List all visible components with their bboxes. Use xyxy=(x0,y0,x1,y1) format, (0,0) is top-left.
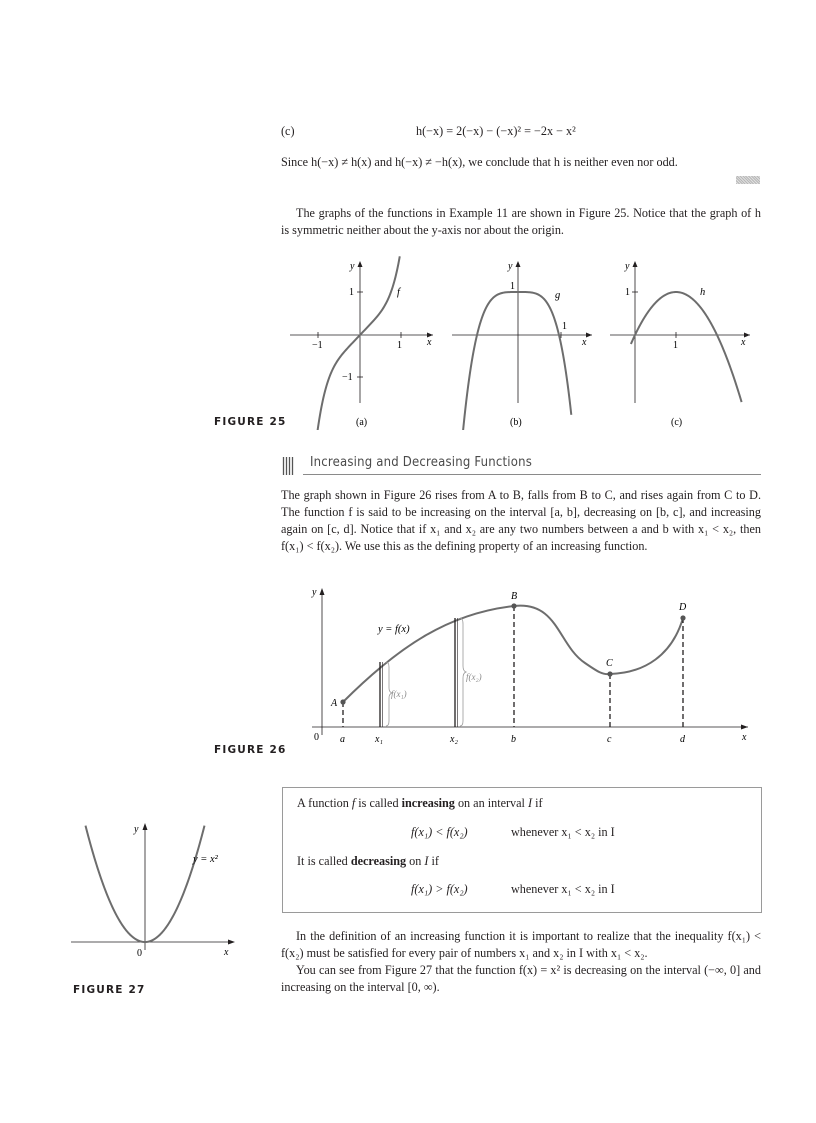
caption-a: (a) xyxy=(356,417,368,428)
example-part-label: (c) xyxy=(281,124,295,138)
closing-paragraph-1: In the definition of an increasing function it is important to realize that the inequality f(x₁) < f(x₂) must be satisfied for every pair of numbers x₁ and x₂ in I with x₁ < x₂. xyxy=(281,929,761,960)
axis-label-x: x xyxy=(741,337,746,348)
example-equation: h(−x) = 2(−x) − (−x)² = −2x − x² xyxy=(416,124,576,138)
tick-label-y-neg: −1 xyxy=(342,372,353,383)
tick-d: d xyxy=(680,734,685,745)
inequality-increasing: f(x₁) < f(x₂) xyxy=(411,825,468,839)
curve-f xyxy=(343,606,683,702)
tick-b: b xyxy=(511,734,516,745)
curve-g xyxy=(463,292,572,430)
axis-label-x: x xyxy=(224,947,229,958)
tick-label-x-pos: 1 xyxy=(397,340,402,351)
figure-25-panel-a xyxy=(290,256,433,430)
brace-label-fx1: f(x₁) xyxy=(391,689,407,699)
x-axis-arrow xyxy=(586,333,592,338)
definition-box xyxy=(282,787,762,913)
tick-label-x-neg: −1 xyxy=(312,340,323,351)
caption-c: (c) xyxy=(671,417,683,428)
curve-label: y = x² xyxy=(193,854,218,865)
section-marker-icon xyxy=(282,456,294,476)
figure-25-panel-c xyxy=(610,261,750,428)
definition-line-2: It is called decreasing on I if xyxy=(297,854,439,868)
section-paragraph: The graph shown in Figure 26 rises from A to B, falls from B to C, and rises again from C to D. The function f is said to be increasing on the interval [a, b], decreasing on [b, c], and increasing again on [c, d]. Notice that if x₁ and x₂ are any two numbers between a and b with x₁ < x₂, then f(x₁) < f(x₂). We use this as the defining property of an increasing function. xyxy=(281,488,761,553)
function-label-h: h xyxy=(700,287,706,298)
point-D xyxy=(680,615,685,620)
origin-label: 0 xyxy=(137,948,142,959)
axis-label-x: x xyxy=(582,337,587,348)
function-label-g: g xyxy=(555,290,561,301)
y-axis-arrow xyxy=(633,261,638,267)
inequality-decreasing: f(x₁) > f(x₂) xyxy=(411,882,468,896)
tick-label-x: 1 xyxy=(562,321,567,332)
x-axis-arrow xyxy=(228,940,235,945)
axis-label-x: x xyxy=(427,337,432,348)
definition-line-1: A function f is called increasing on an interval I if xyxy=(297,796,543,810)
label-A: A xyxy=(331,698,338,709)
y-axis-arrow xyxy=(143,823,148,830)
label-C: C xyxy=(606,658,613,669)
y-axis-arrow xyxy=(516,261,521,267)
point-A xyxy=(340,699,345,704)
section-title: Increasing and Decreasing Functions xyxy=(310,455,532,470)
caption-b: (b) xyxy=(510,417,522,428)
axis-label-y: y xyxy=(625,261,630,272)
axis-label-y: y xyxy=(508,261,513,272)
brace-label-fx2: f(x₂) xyxy=(466,672,482,682)
tick-c: c xyxy=(607,734,612,745)
curve-label: y = f(x) xyxy=(378,624,410,635)
curve-f xyxy=(316,256,400,430)
end-of-solution-mark xyxy=(736,176,760,184)
function-label-f: f xyxy=(397,287,400,298)
tick-label-x: 1 xyxy=(673,340,678,351)
tick-a: a xyxy=(340,734,345,745)
example-conclusion: Since h(−x) ≠ h(x) and h(−x) ≠ −h(x), we conclude that h is neither even nor odd. xyxy=(281,155,678,169)
y-axis-arrow xyxy=(358,261,363,267)
section-rule xyxy=(303,474,761,475)
figure-25-label: FIGURE 25 xyxy=(214,416,287,428)
closing-paragraph-2: You can see from Figure 27 that the function f(x) = x² is decreasing on the interval (−∞, 0] and increasing on the interval [0, ∞). xyxy=(281,963,761,994)
figure-25-panel-b xyxy=(452,261,592,430)
axis-label-y: y xyxy=(312,587,317,598)
condition-decreasing: whenever x₁ < x₂ in I xyxy=(511,882,615,896)
point-B xyxy=(511,603,516,608)
figure-26 xyxy=(300,585,760,750)
label-D: D xyxy=(679,602,687,613)
figure-26-label: FIGURE 26 xyxy=(214,744,287,756)
y-axis-arrow xyxy=(320,588,325,595)
tick-label-y-pos: 1 xyxy=(349,287,354,298)
axis-label-y: y xyxy=(134,824,139,835)
label-B: B xyxy=(511,591,518,602)
point-C xyxy=(607,671,612,676)
condition-increasing: whenever x₁ < x₂ in I xyxy=(511,825,615,839)
figure-27 xyxy=(68,818,238,963)
figure-27-label: FIGURE 27 xyxy=(73,984,146,996)
origin-label: 0 xyxy=(314,732,319,743)
tick-x2: x₂ xyxy=(450,734,458,745)
intro-paragraph: The graphs of the functions in Example 11 are shown in Figure 25. Notice that the graph of h is symmetric neither about the y-axis nor about the origin. xyxy=(281,206,761,237)
tick-label-y: 1 xyxy=(510,281,515,292)
tick-label-y: 1 xyxy=(625,287,630,298)
axis-label-x: x xyxy=(742,732,747,743)
axis-label-y: y xyxy=(350,261,355,272)
x-axis-arrow xyxy=(741,725,748,730)
curve-h xyxy=(631,292,742,402)
tick-x1: x₁ xyxy=(375,734,383,745)
figure-25 xyxy=(280,255,760,430)
